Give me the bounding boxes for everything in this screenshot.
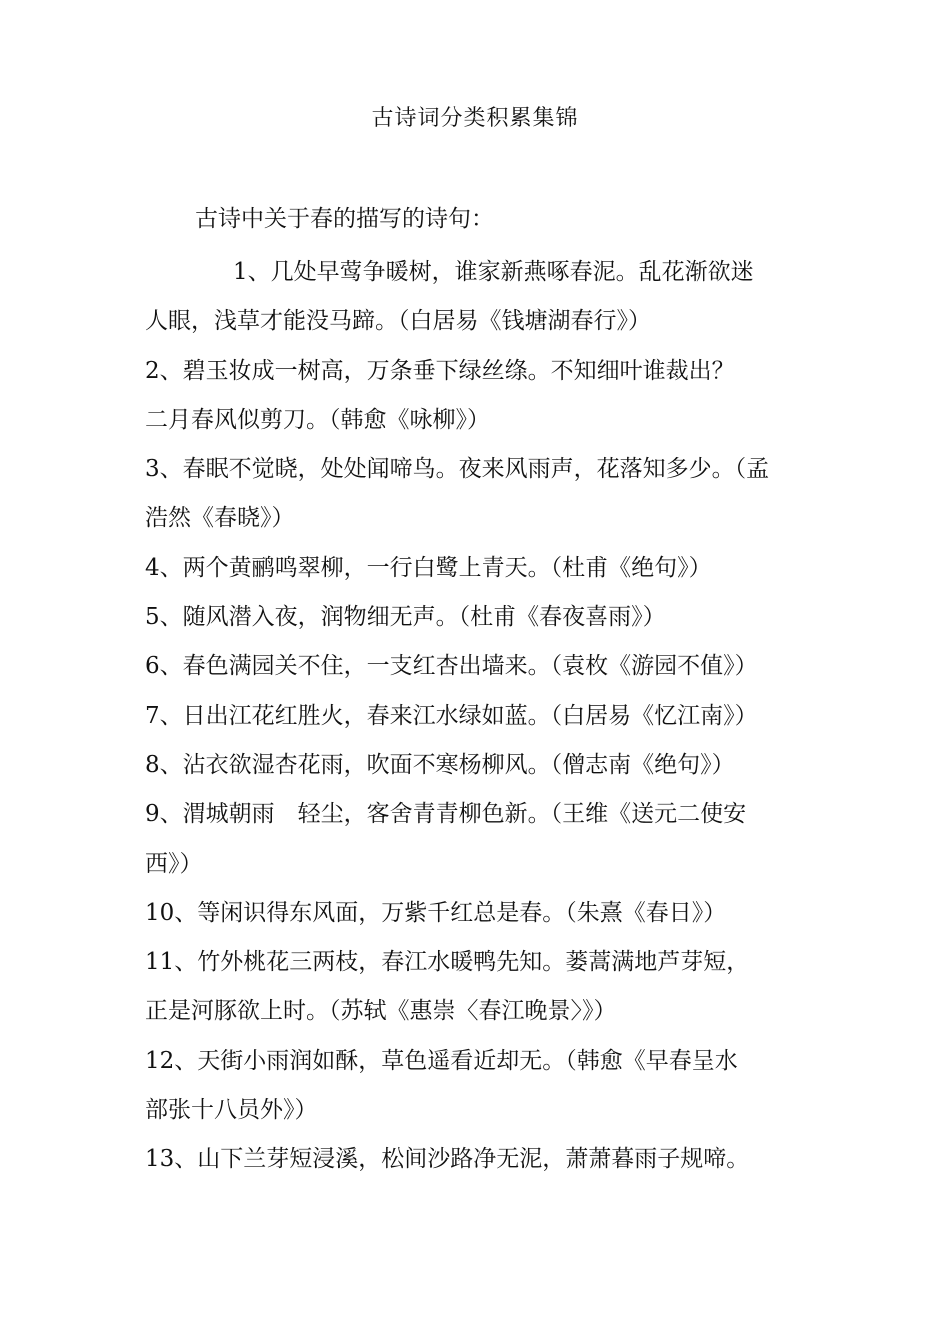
poem-line: 11、竹外桃花三两枝，春江水暖鸭先知。蒌蒿满地芦芽短， [145,949,750,976]
poem-line: 西》） [145,850,203,877]
page-title: 古诗词分类积累集锦 [371,106,579,131]
poem-list [145,248,809,1185]
poem-line: 6、春色满园关不住，一支红杏出墙来。（袁枚《游园不值》） [145,653,758,680]
poem-line: 人眼，浅草才能没马蹄。（白居易《钱塘湖春行》） [145,308,651,335]
poem-line: 二月春风似剪刀。（韩愈《咏柳》） [145,406,490,433]
section-heading: 古诗中关于春的描写的诗句： [195,206,494,232]
poem-line: 1、几处早莺争暖树，谁家新燕啄春泥。乱花渐欲迷 [233,259,754,285]
poem-line: 7、日出江花红胜火，春来江水绿如蓝。（白居易《忆江南》） [145,702,758,729]
poem-line: 3、春眠不觉晓，处处闻啼鸟。夜来风雨声，花落知多少。（孟 [145,456,770,483]
poem-line: 正是河豚欲上时。（苏轼《惠崇〈春江晚景〉》） [145,998,617,1025]
poem-line: 13、山下兰芽短浸溪，松间沙路净无泥，萧萧暮雨子规啼。 [145,1146,750,1173]
poem-line: 5、随风潜入夜，润物细无声。（杜甫《春夜喜雨》） [145,604,666,631]
poem-line: 10、等闲识得东风面，万紫千红总是春。（朱熹《春日》） [145,899,727,926]
poem-line: 12、天街小雨润如酥，草色遥看近却无。（韩愈《早春呈水 [145,1047,738,1074]
poem-line: 部张十八员外》） [145,1097,318,1124]
poem-line: 4、两个黄鹂鸣翠柳，一行白鹭上青天。（杜甫《绝句》） [145,554,712,581]
poem-line: 9、渭城朝雨 轻尘，客舍青青柳色新。（王维《送元二使安 [145,801,747,828]
poem-line: 浩然《春晓》） [145,505,295,532]
poem-line: 2、碧玉妆成一树高，万条垂下绿丝绦。不知细叶谁裁出？ [145,357,735,384]
poem-line: 8、沾衣欲湿杏花雨，吹面不寒杨柳风。（僧志南《绝句》） [145,751,735,778]
